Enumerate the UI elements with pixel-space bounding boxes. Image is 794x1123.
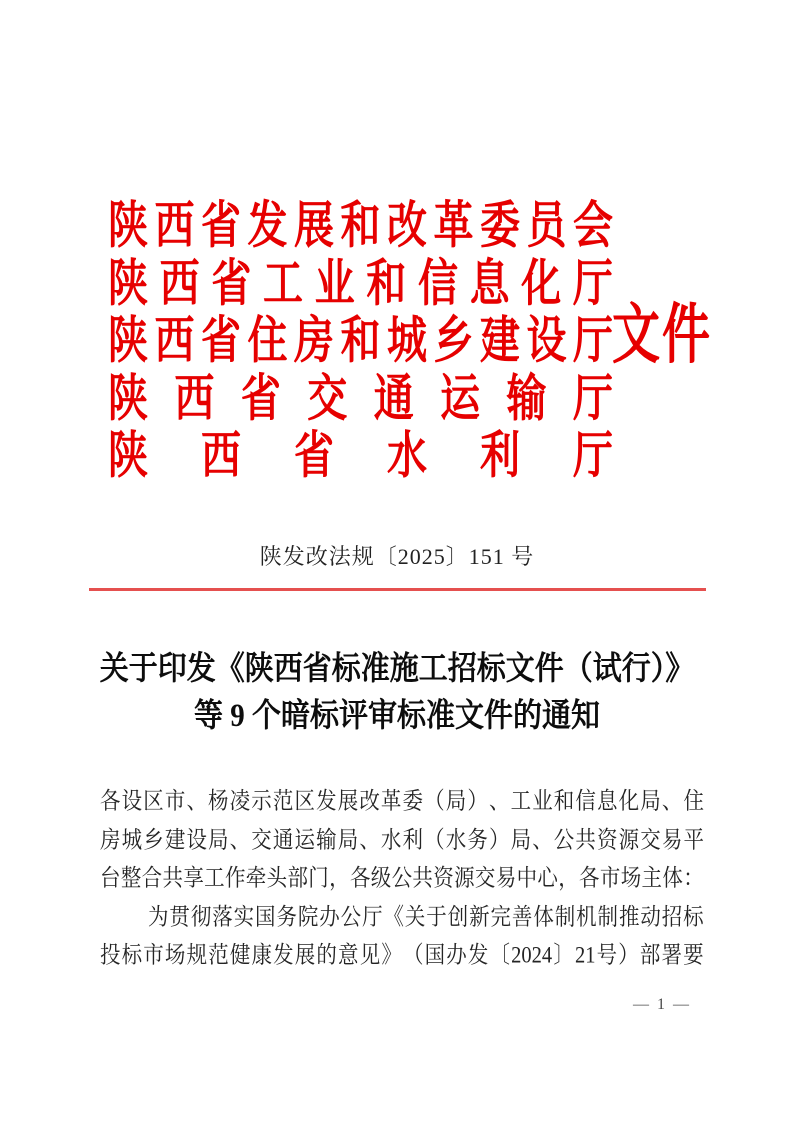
document-number: 陕发改法规〔2025〕151 号 (259, 544, 535, 569)
title-line-2: 等 9 个暗标评审标准文件的通知 (193, 698, 600, 734)
agency-name-gongxinting: 陕 西 省 工 业 和 信 息 化 厅 (108, 254, 613, 312)
agency-name-zhujianting: 陕 西 省 住 房 和 城 乡 建 设 厅 (108, 312, 613, 370)
agency-name-shuiliting: 陕 西 省 水 利 厅 (108, 427, 613, 485)
body-line-2: 房 城 乡 建 设 局 、 交 通 运 输 局 、 水 利 （ 水 务 ） 局 、 公 共 资 源 交 易 平 (100, 827, 704, 853)
body-line-5: 投 标 市 场 规 范 健 康 发 展 的 意 见 》 （ 国 办 发 〔 2024 〕 21 号 ） 部 署 要 (100, 943, 704, 969)
red-divider-line (89, 588, 706, 591)
document-body (100, 788, 704, 981)
title-line-1: 关于印发《陕西省标准施工招标文件（试行）》 (99, 651, 695, 687)
body-line-4: 为 贯 彻 落 实 国 务 院 办 公 厅 《 关 于 创 新 完 善 体 制 机 制 推 动 招 标 (148, 904, 704, 930)
body-line-3: 台 整 合 共 享 工 作 牵 头 部 门 ， 各 级 公 共 资 源 交 易 中 心 ， 各 市 场 主 体 ： (100, 866, 704, 892)
document-title (0, 651, 794, 745)
header-agency-list (108, 197, 613, 485)
body-line-1: 各 设 区 市 、 杨 凌 示 范 区 发 展 改 革 委 （ 局 ） 、 工 业 和 信 息 化 局 、 住 (100, 789, 704, 815)
page-number: — 1 — (633, 996, 691, 1013)
header-wenjian-marker: 文 件 (612, 299, 710, 372)
agency-name-fagaiwei: 陕 西 省 发 展 和 改 革 委 员 会 (108, 197, 613, 255)
agency-name-jiaotongting: 陕 西 省 交 通 运 输 厅 (108, 369, 613, 427)
